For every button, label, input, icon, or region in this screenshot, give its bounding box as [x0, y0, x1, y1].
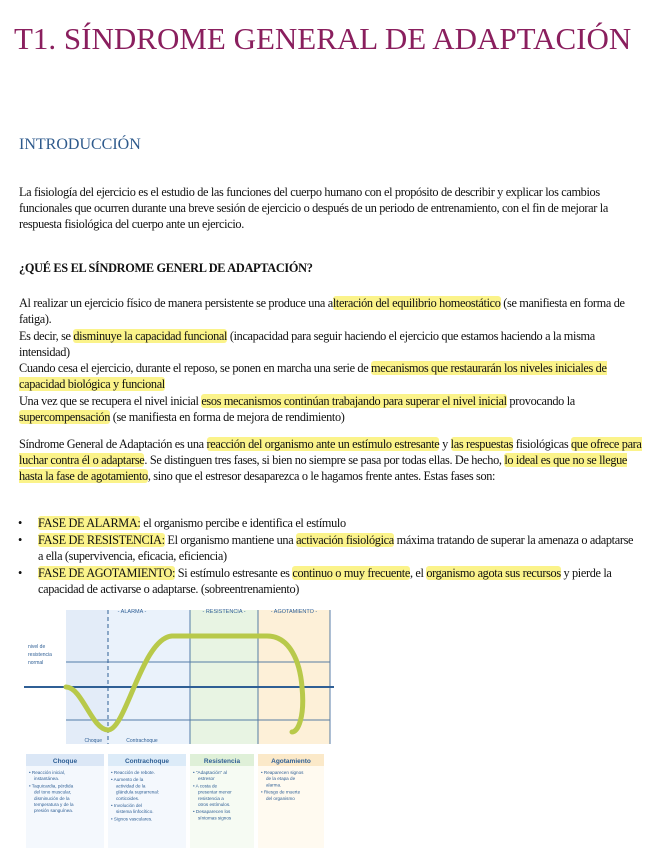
highlight: esos mecanismos continúan trabajando para superar el nivel inicial [201, 394, 507, 408]
highlight: que ofrece para luchar contra él o adaptarse [19, 437, 642, 467]
intro-paragraph: La fisiología del ejercicio es el estudio de las funciones del cuerpo humano con el propósito de describir y explicar los cambios funcionales que ocurren durante una breve sesión de ejercicio o después de un periodo de entrenamiento, con el fin de mejorar la respuesta fisiológica del cuerpo ante un ejercicio. [19, 185, 608, 231]
col-item-text: alarma. [266, 782, 282, 788]
col-item-text: • A costa de [193, 783, 218, 789]
paragraph-4: Una vez que se recupera el nivel inicial esos mecanismos continúan trabajando para superar el nivel inicial provocando la supercompensación (se manifiesta en forma de mejora de rendimiento) [19, 394, 575, 424]
col-item-text: estresor [198, 776, 215, 782]
highlight: organismo agota sus recursos [426, 565, 561, 580]
highlight: reacción del organismo ante un estímulo estresante [206, 437, 440, 451]
alarm-band-choque [66, 610, 108, 744]
phase-name: FASE DE AGOTAMIENTO: [38, 565, 176, 580]
col-item-text: del organismo [266, 795, 295, 801]
bullet-icon: • [18, 516, 22, 530]
col-item-text: • Signos vasculares. [111, 816, 153, 822]
col-item-text: • Involución del [111, 803, 142, 808]
col-item-text: glándula suprarrenal: [116, 789, 160, 795]
paragraph-1: Al realizar un ejercicio físico de manera persistente se produce una alteración del equilibrio homeostático (se manifiesta en forma de fatiga). [19, 296, 625, 326]
col-item-text: • Taquicardia, pérdida [29, 783, 74, 789]
col-item-text: disminución de la [34, 795, 70, 801]
label-contrachoque: Contrachoque [126, 738, 158, 744]
question-heading: ¿QUÉ ES EL SÍNDROME GENERL DE ADAPTACIÓN? [19, 261, 313, 275]
col-item-text: temperatura y de la [34, 802, 74, 807]
exhaustion-band [258, 610, 330, 744]
col-item-text: • Reacción inicial, [29, 770, 66, 775]
col-item-text: • Reacción de rebote. [111, 770, 155, 775]
col-item-text: • "Adaptación" al [193, 770, 227, 775]
highlight: disminuye la capacidad funcional [73, 329, 228, 343]
resistance-band [190, 610, 258, 744]
col-item-text: • Reaparecen signos [261, 770, 304, 775]
label-alarma: - ALARMA - [117, 609, 147, 615]
col-item-text: otros estímulos. [198, 802, 231, 807]
label-choque: Choque [84, 738, 102, 744]
col-item-text: síntomas signos [198, 815, 232, 821]
col-item-text: resistencia a [198, 795, 224, 801]
phase-item: • FASE DE AGOTAMIENTO: Si estímulo estresante es continuo o muy frecuente, el organismo agota sus recursos y pierde la capacidad de activarse o adaptarse. (sobreentrenamiento) [18, 565, 612, 596]
highlight: lo ideal es que no se llegue hasta la fase de agotamiento [19, 453, 628, 483]
phase-name: FASE DE ALARMA: [38, 516, 141, 530]
highlight: supercompensación [19, 410, 111, 424]
highlight: continuo o muy frecuente [292, 565, 410, 580]
phase-table [26, 754, 324, 848]
y-label-line: nivel de [28, 644, 46, 650]
phase-item: • FASE DE RESISTENCIA: El organismo mantiene una activación fisiológica máxima tratando de superar la amenaza o adaptarse a ella (supervivencia, eficacia, eficiencia) [18, 532, 634, 563]
col-item-text: corticoides. [116, 795, 140, 801]
phase-name: FASE DE RESISTENCIA: [38, 532, 165, 547]
highlight: mecanismos que restaurarán los niveles iniciales de capacidad biológica y funcional [19, 361, 607, 391]
paragraph-5: Síndrome General de Adaptación es una reacción del organismo ante un estímulo estresante y las respuestas fisiológicas que ofrece para luchar contra él o adaptarse. Se distinguen tres fases, si bien no siempre se pasa por todas ellas. De hecho, lo ideal es que no se llegue hasta la fase de agotamiento, sino que el estresor desaparezca o le hagamos frente antes. Estas fases son: [19, 437, 642, 483]
label-resistencia: - RESISTENCIA - [202, 609, 246, 615]
y-label-line: normal [28, 660, 44, 666]
paragraph-3: Cuando cesa el ejercicio, durante el reposo, se ponen en marcha una serie de mecanismos que restaurarán los niveles iniciales de capacidad biológica y funcional [19, 361, 607, 391]
intro-heading: INTRODUCCIÓN [19, 136, 141, 153]
col-item-text: • Desaparecen los [193, 809, 231, 815]
adaptation-figure [22, 602, 352, 848]
bullet-icon: • [18, 565, 22, 580]
col-header: Contrachoque [124, 758, 170, 765]
adaptation-diagram [22, 602, 352, 848]
bullet-icon: • [18, 532, 22, 547]
col-item-text: del tono muscular, [34, 789, 72, 795]
col-item-text: presentar menor [198, 789, 232, 795]
col-item-text: presión sanguínea. [34, 808, 74, 814]
highlight: las respuestas [450, 437, 514, 451]
highlight: lteración del equilibrio homeostático [332, 296, 501, 310]
y-label-line: resistencia [28, 652, 52, 658]
col-item-text: actividad de la [116, 783, 146, 789]
phase-item: • FASE DE ALARMA: el organismo percibe e identifica el estímulo [18, 516, 346, 530]
phases-list [0, 515, 640, 598]
col-header: Choque [52, 758, 78, 765]
col-item-text: sistema linfocítico. [116, 809, 154, 815]
col-item-text: • Aumento de la [111, 777, 144, 783]
alarm-band-contrachoque [108, 610, 190, 744]
col-item-text: de la etapa de [266, 776, 296, 782]
label-agotamiento: - AGOTAMIENTO - [270, 609, 318, 615]
page-title: T1. SÍNDROME GENERAL DE ADAPTACIÓN [14, 21, 632, 56]
col-item-text: • Riesgo de muerte [261, 789, 301, 795]
col-header: Agotamiento [271, 758, 311, 765]
highlight: activación fisiológica [296, 532, 394, 547]
col-header: Resistencia [203, 758, 241, 765]
col-item-text: instantánea. [34, 776, 60, 782]
paragraph-2: Es decir, se disminuye la capacidad funcional (incapacidad para seguir haciendo el ejercicio que estamos haciendo a la misma intensidad) [19, 329, 595, 359]
